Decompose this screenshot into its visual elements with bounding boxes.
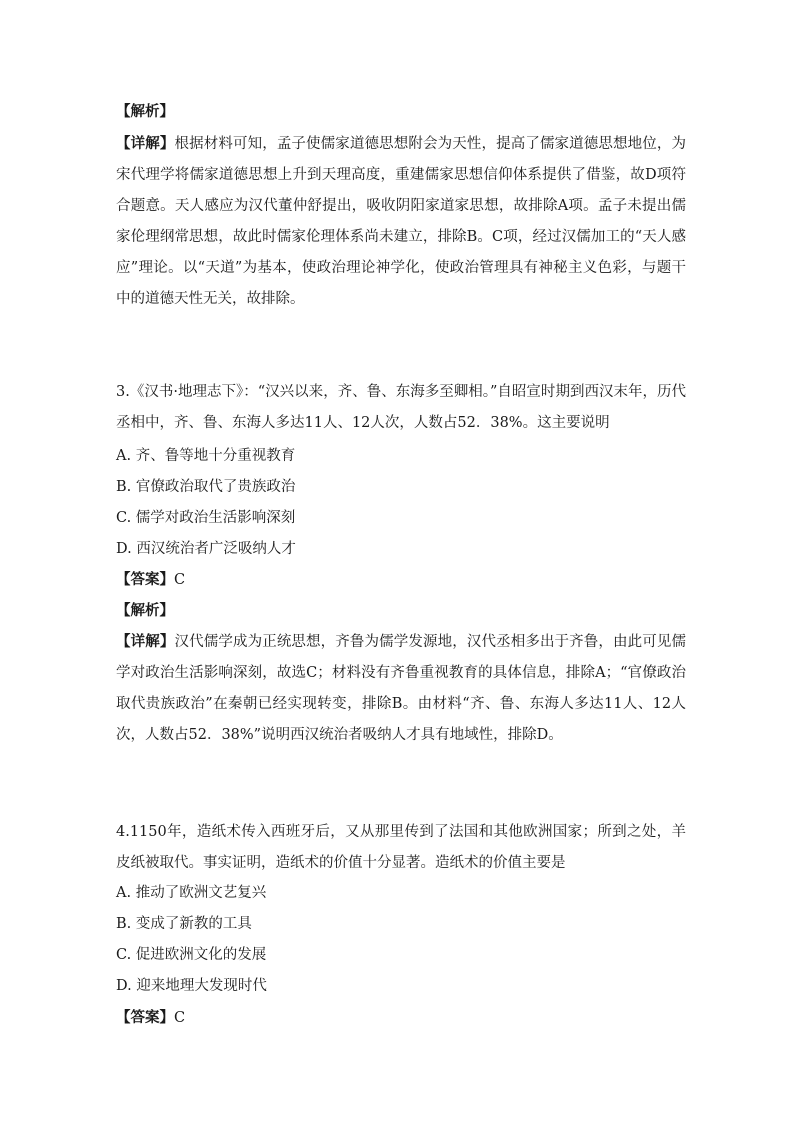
detail-text: 汉代儒学成为正统思想，齐鲁为儒学发源地，汉代丞相多出于齐鲁，由此可见儒学对政治生活影响深刻，故选C；材料没有齐鲁重视教育的具体信息，排除A；“官僚政治取代贵族政治”在秦朝已经实现转变，排除B。由材料“齐、鲁、东海人多达11人、12人次，人数占52．38%”说明西汉统治者吸纳人才具有地域性，排除D。 (116, 634, 687, 743)
question-3-option-b: B. 官僚政治取代了贵族政治 (116, 479, 296, 495)
answer-label: 【答案】 (116, 571, 174, 588)
question-3-option-a: A. 齐、鲁等地十分重视教育 (116, 448, 296, 464)
question-4-option-d: D. 迎来地理大发现时代 (116, 978, 267, 994)
question-4-option-a: A. 推动了欧洲文艺复兴 (116, 885, 267, 901)
question-4-stem: 4.1150年，造纸术传入西班牙后，又从那里传到了法国和其他欧洲国家；所到之处，羊皮纸被取代。事实证明，造纸术的价值十分显著。造纸术的价值主要是 (116, 824, 686, 871)
question-3-detail-paragraph (116, 626, 686, 751)
analysis-heading: 【解析】 (116, 103, 174, 120)
question-3-stem: 3.《汉书·地理志下》：“汉兴以来，齐、鲁、东海多至卿相。”自昭宣时期到西汉末年，历代丞相中，齐、鲁、东海人多达11人、12人次，人数占52．38%。这主要说明 (116, 384, 686, 431)
detail-paragraph (116, 128, 686, 315)
detail-label: 【详解】 (116, 135, 175, 152)
answer-value: C (174, 1010, 186, 1026)
answer-value: C (174, 572, 186, 588)
detail-label: 【详解】 (116, 633, 175, 650)
question-4-option-c: C. 促进欧洲文化的发展 (116, 947, 267, 963)
question-4-option-b: B. 变成了新教的工具 (116, 916, 252, 932)
question-3-option-c: C. 儒学对政治生活影响深刻 (116, 510, 296, 526)
question-4-answer (116, 1008, 686, 1028)
question-3-answer (116, 570, 686, 590)
answer-label: 【答案】 (116, 1009, 174, 1026)
question-3-option-d: D. 西汉统治者广泛吸纳人才 (116, 541, 296, 557)
question-3-analysis-heading: 【解析】 (116, 602, 174, 619)
detail-text: 根据材料可知，孟子使儒家道德思想附会为天性，提高了儒家道德思想地位，为宋代理学将儒家道德思想上升到天理高度，重建儒家思想信仰体系提供了借鉴，故D项符合题意。天人感应为汉代董仲舒提出，吸收阴阳家道家思想，故排除A项。孟子未提出儒家伦理纲常思想，故此时儒家伦理体系尚未建立，排除B。C项，经过汉儒加工的“天人感应”理论。以“天道”为基本，使政治理论神学化，使政治管理具有神秘主义色彩，与题干中的道德天性无关，故排除。 (116, 136, 687, 307)
